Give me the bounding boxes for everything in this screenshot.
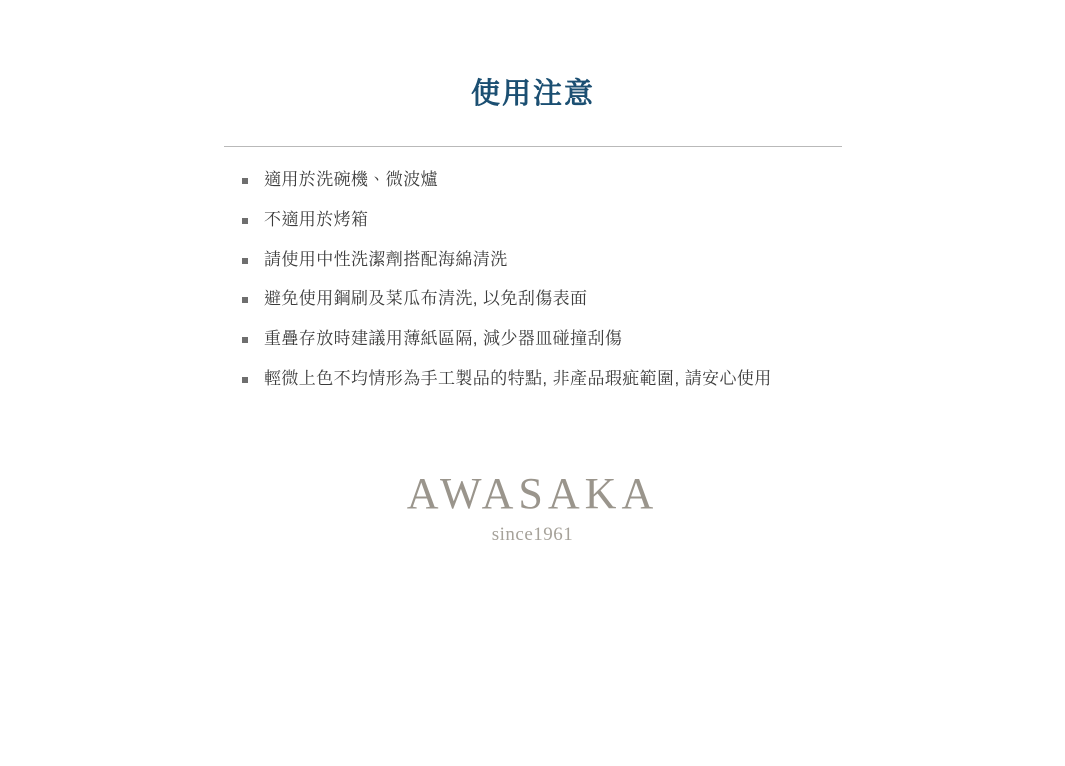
list-item xyxy=(242,288,842,311)
list-item-label: 不適用於烤箱 xyxy=(264,209,369,229)
usage-notice-list xyxy=(224,147,842,392)
usage-notice-section xyxy=(224,58,842,408)
list-item-label: 避免使用鋼刷及菜瓜布清洗, 以免刮傷表面 xyxy=(264,289,588,309)
list-item xyxy=(242,368,842,391)
brand-since: since1961 xyxy=(491,524,574,546)
square-bullet-icon xyxy=(242,178,248,184)
list-item xyxy=(242,249,842,272)
list-item-label: 請使用中性洗潔劑搭配海綿清洗 xyxy=(264,249,508,269)
square-bullet-icon xyxy=(242,337,248,343)
square-bullet-icon xyxy=(242,297,248,303)
square-bullet-icon xyxy=(242,258,248,264)
brand-footer xyxy=(0,470,1065,546)
list-item xyxy=(242,209,842,232)
list-item xyxy=(242,169,842,192)
page-title: 使用注意 xyxy=(470,78,595,111)
list-item-label: 輕微上色不均情形為手工製品的特點, 非產品瑕疵範圍, 請安心使用 xyxy=(264,369,772,389)
list-item-label: 重疊存放時建議用薄紙區隔, 減少器皿碰撞刮傷 xyxy=(264,329,623,349)
list-item xyxy=(242,328,842,351)
list-item-label: 適用於洗碗機、微波爐 xyxy=(264,169,438,189)
square-bullet-icon xyxy=(242,377,248,383)
square-bullet-icon xyxy=(242,218,248,224)
brand-name: AWASAKA xyxy=(406,469,659,518)
